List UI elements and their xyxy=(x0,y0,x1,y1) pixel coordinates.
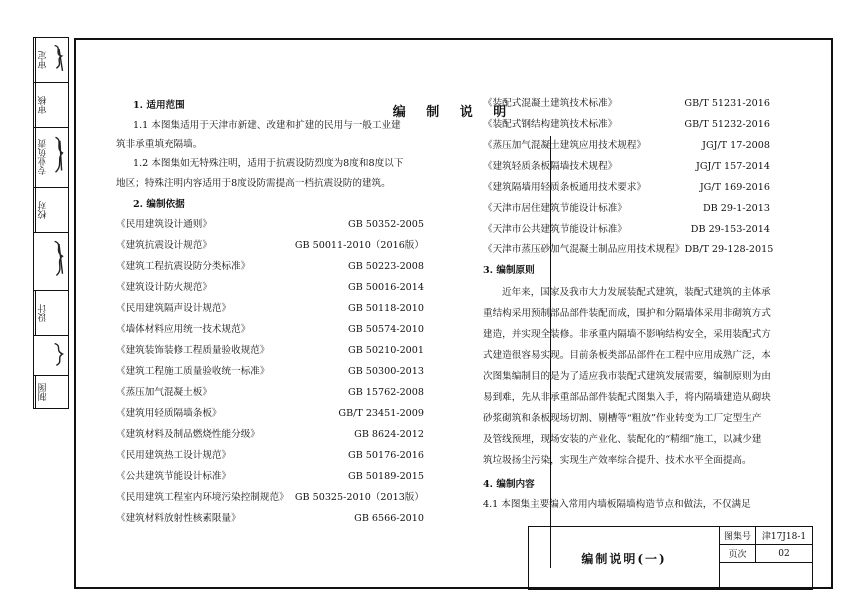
sign-cell-approve xyxy=(34,38,68,83)
ref-name: 《天津市蒸压砂加气混凝土制品应用技术规程》 xyxy=(483,244,685,255)
ref-code: GB 50325-2010（2013版） xyxy=(294,492,424,503)
ref-name: 《墙体材料应用统一技术规范》 xyxy=(116,324,251,335)
text-line: 建造，并实现全装修。非承重内隔墙不影响结构安全，采用装配式方 xyxy=(483,329,771,340)
sign-cell-check-sign xyxy=(34,233,68,291)
atlas-number: 津17J18-1 xyxy=(755,526,813,545)
ref-code: JGJ/T 17-2008 xyxy=(702,140,770,151)
sign-cell-review xyxy=(34,83,68,128)
ref-name: 《建筑工程施工质量验收统一标准》 xyxy=(116,366,270,377)
sheet-title-cell xyxy=(528,526,720,590)
ref-name: 《天津市居住建筑节能设计标准》 xyxy=(483,203,627,214)
ref-name: 《公共建筑节能设计标准》 xyxy=(116,471,232,482)
ref-row xyxy=(483,160,770,174)
section-heading: 3. 编制原则 xyxy=(483,265,535,276)
ref-code: GB 50223-2008 xyxy=(348,261,424,272)
text-line: 次图集编制目的是为了适应我市装配式建筑发展需要，编制原则为由 xyxy=(483,371,771,382)
page-title: 编 制 说 明 xyxy=(392,105,515,120)
ref-row xyxy=(116,386,424,400)
text-line: 1.1 本图集适用于天津市新建、改建和扩建的民用与一般工业建 xyxy=(133,120,401,131)
ref-code: GB 50176-2016 xyxy=(348,450,424,461)
ref-row xyxy=(483,223,770,237)
section-heading: 4. 编制内容 xyxy=(483,479,535,490)
ref-row xyxy=(483,181,770,195)
ref-row xyxy=(483,202,770,216)
text-line: 近年来，国家及我市大力发展装配式建筑，装配式建筑的主体承 xyxy=(502,287,771,298)
section-heading: 2. 编制依据 xyxy=(133,199,185,210)
ref-row xyxy=(116,428,424,442)
sign-cell-draw xyxy=(34,376,68,408)
ref-name: 《民用建筑工程室内环境污染控制规范》 xyxy=(116,492,289,503)
ref-name: 《建筑轻质条板隔墙技术规程》 xyxy=(483,161,618,172)
ref-code: DB 29-1-2013 xyxy=(702,203,770,214)
ref-code: GB 8624-2012 xyxy=(354,429,424,440)
ref-code: GB/T 51232-2016 xyxy=(684,119,770,130)
ref-name: 《装配式钢结构建筑技术标准》 xyxy=(483,119,618,130)
signature-strip xyxy=(33,37,69,409)
sign-cell-lead xyxy=(34,128,68,188)
sign-label: 制图 xyxy=(35,376,50,408)
ref-name: 《建筑设计防火规范》 xyxy=(116,282,212,293)
sign-label: 审定 xyxy=(35,38,50,82)
title-block xyxy=(528,526,833,590)
text-line: 及管线预埋，现场安装的产业化、装配化的“精细”施工，以减少建 xyxy=(483,434,762,445)
text-line: 易到难，先从非承重部品部件装配式图集入手，将内隔墙建造从砌块 xyxy=(483,392,771,403)
ref-name: 《建筑材料放射性核素限量》 xyxy=(116,513,241,524)
ref-code: DB 29-153-2014 xyxy=(690,224,770,235)
ref-row xyxy=(483,97,770,111)
page-label: 页次 xyxy=(719,544,756,563)
ref-name: 《蒸压加气混凝土建筑应用技术规程》 xyxy=(483,140,647,151)
sign-cell-check xyxy=(34,188,68,233)
ref-row xyxy=(116,302,424,316)
ref-row xyxy=(116,344,424,358)
ref-row xyxy=(116,218,424,232)
signature-mark xyxy=(52,340,66,368)
ref-row xyxy=(116,239,424,253)
ref-code: GB 50016-2014 xyxy=(348,282,424,293)
ref-row xyxy=(116,491,424,505)
ref-name: 《建筑工程抗震设防分类标准》 xyxy=(116,261,251,272)
signature-mark xyxy=(52,237,66,281)
ref-code: GB 50352-2005 xyxy=(348,219,424,230)
ref-code: GB 15762-2008 xyxy=(348,387,424,398)
text-line: 1.2 本图集如无特殊注明，适用于抗震设防烈度为8度和8度以下 xyxy=(133,158,404,169)
text-line: 式建造很容易实现。目前条板类部品部件在工程中应用成熟广泛，本 xyxy=(483,350,771,361)
ref-code: GB/T 51231-2016 xyxy=(684,98,770,109)
sign-cell-design xyxy=(34,291,68,336)
signature-mark xyxy=(52,132,66,178)
ref-code: GB 50300-2013 xyxy=(348,366,424,377)
ref-name: 《蒸压加气混凝土板》 xyxy=(116,387,212,398)
ref-row xyxy=(116,323,424,337)
ref-code: DB/T 29-128-2015 xyxy=(684,244,774,255)
text-line: 4.1 本图集主要编入常用内墙板隔墙构造节点和做法，不仅满足 xyxy=(483,499,751,510)
ref-code: JG/T 169-2016 xyxy=(699,182,770,193)
ref-name: 《建筑隔墙用轻质条板通用技术要求》 xyxy=(483,182,647,193)
atlas-label: 图集号 xyxy=(719,526,756,545)
text-line: 筑垃圾扬尘污染，实现生产效率综合提升、技术水平全面提高。 xyxy=(483,455,752,466)
text-line: 重结构采用预制部品部件装配而成，围护和分隔墙体采用非砌筑方式 xyxy=(483,308,771,319)
section-heading: 1. 适用范围 xyxy=(133,100,185,111)
ref-row xyxy=(116,470,424,484)
ref-code: GB/T 23451-2009 xyxy=(338,408,424,419)
ref-code: JGJ/T 157-2014 xyxy=(695,161,770,172)
ref-name: 《民用建筑热工设计规范》 xyxy=(116,450,232,461)
ref-code: GB 6566-2010 xyxy=(354,513,424,524)
ref-row xyxy=(483,243,774,257)
ref-row xyxy=(116,365,424,379)
blank-cell xyxy=(719,562,813,590)
ref-code: GB 50011-2010（2016版） xyxy=(294,240,424,251)
sign-label: 设计 xyxy=(35,291,50,335)
ref-row xyxy=(116,449,424,463)
ref-row xyxy=(116,407,424,421)
signature-mark xyxy=(52,42,66,74)
ref-name: 《装配式混凝土建筑技术标准》 xyxy=(483,98,618,109)
drawing-frame xyxy=(74,38,833,589)
sign-label: 审核 xyxy=(35,83,50,127)
ref-name: 《天津市公共建筑节能设计标准》 xyxy=(483,224,627,235)
ref-row xyxy=(116,260,424,274)
ref-code: GB 50210-2001 xyxy=(348,345,424,356)
ref-row xyxy=(116,512,424,526)
ref-code: GB 50574-2010 xyxy=(348,324,424,335)
ref-code: GB 50118-2010 xyxy=(348,303,424,314)
ref-name: 《民用建筑设计通则》 xyxy=(116,219,212,230)
text-line: 地区；特殊注明内容适用于8度设防需提高一档抗震设防的建筑。 xyxy=(116,178,391,189)
sign-cell-design-sign xyxy=(34,336,68,376)
text-line: 砂浆砌筑和条板现场切割、剔槽等“粗放”作业转变为工厂定型生产 xyxy=(483,413,762,424)
ref-code: GB 50189-2015 xyxy=(348,471,424,482)
ref-row xyxy=(483,118,770,132)
sheet-title: 编制说明(一) xyxy=(581,551,667,566)
ref-name: 《建筑抗震设计规范》 xyxy=(116,240,212,251)
ref-row xyxy=(483,139,770,153)
page-number: 02 xyxy=(755,544,813,563)
ref-name: 《建筑装饰装修工程质量验收规范》 xyxy=(116,345,270,356)
sign-label: 专业负责 xyxy=(35,128,50,187)
ref-name: 《建筑用轻质隔墙条板》 xyxy=(116,408,222,419)
ref-row xyxy=(116,281,424,295)
text-line: 筑非承重填充隔墙。 xyxy=(116,139,203,150)
ref-name: 《建筑材料及制品燃烧性能分级》 xyxy=(116,429,260,440)
sign-label: 校对 xyxy=(35,188,50,232)
ref-name: 《民用建筑隔声设计规范》 xyxy=(116,303,232,314)
